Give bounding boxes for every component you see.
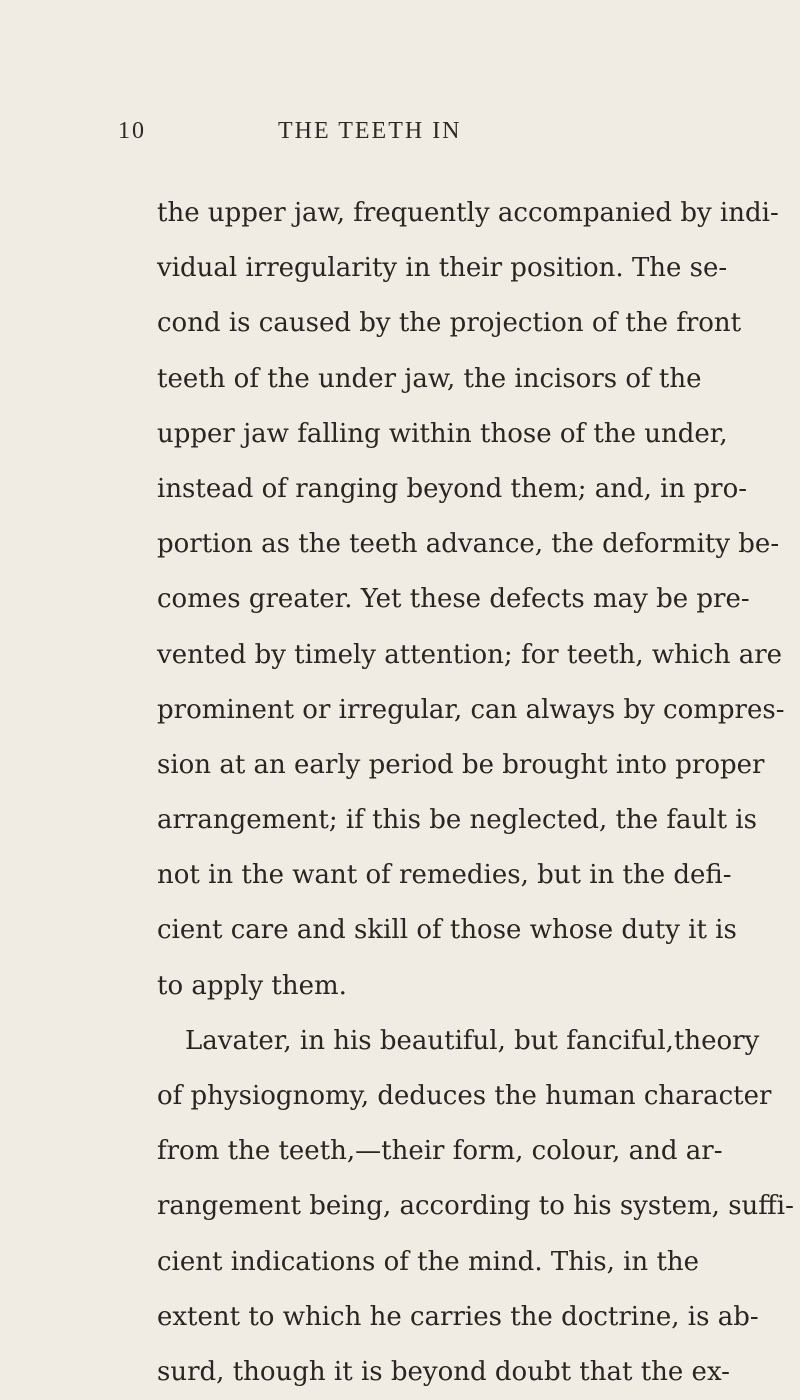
- text-line: upper jaw falling within those of the under,: [157, 418, 728, 449]
- text-line: sion at an early period be brought into proper: [157, 749, 765, 780]
- paragraph-start-line: Lavater, in his beautiful, but fanciful,theory: [185, 1025, 760, 1056]
- text-line: teeth of the under jaw, the incisors of the: [157, 363, 702, 394]
- text-line: portion as the teeth advance, the deformity be-: [157, 529, 780, 560]
- text-line: the upper jaw, frequently accompanied by indi-: [157, 198, 779, 228]
- text-line: of physiognomy, deduces the human character: [157, 1081, 772, 1111]
- body-text: [157, 186, 794, 1400]
- paragraph-end-line: to apply them.: [157, 970, 347, 1001]
- text-line: instead of ranging beyond them; and, in pro-: [157, 473, 748, 504]
- text-line: cient care and skill of those whose duty it is: [157, 915, 737, 946]
- text-line: rangement being, according to his system, suffi-: [157, 1191, 794, 1222]
- text-line: arrangement; if this be neglected, the fault is: [157, 805, 757, 836]
- text-line: cient indications of the mind. This, in the: [157, 1246, 700, 1277]
- text-line: not in the want of remedies, but in the defi-: [157, 860, 732, 891]
- running-head: [0, 118, 800, 158]
- text-line: cond is caused by the projection of the front: [157, 308, 742, 339]
- text-line: surd, though it is beyond doubt that the ex-: [157, 1356, 730, 1387]
- text-line: comes greater. Yet these defects may be pre-: [157, 584, 750, 615]
- text-line: vented by timely attention; for teeth, which are: [157, 639, 783, 670]
- text-line: from the teeth,—their form, colour, and ar-: [157, 1136, 723, 1167]
- text-line: prominent or irregular, can always by compres-: [157, 694, 785, 725]
- running-title: THE TEETH IN: [278, 118, 462, 144]
- text-line: extent to which he carries the doctrine, is ab-: [157, 1301, 759, 1332]
- text-line: vidual irregularity in their position. The se-: [157, 253, 728, 284]
- page-number: 10: [118, 118, 146, 144]
